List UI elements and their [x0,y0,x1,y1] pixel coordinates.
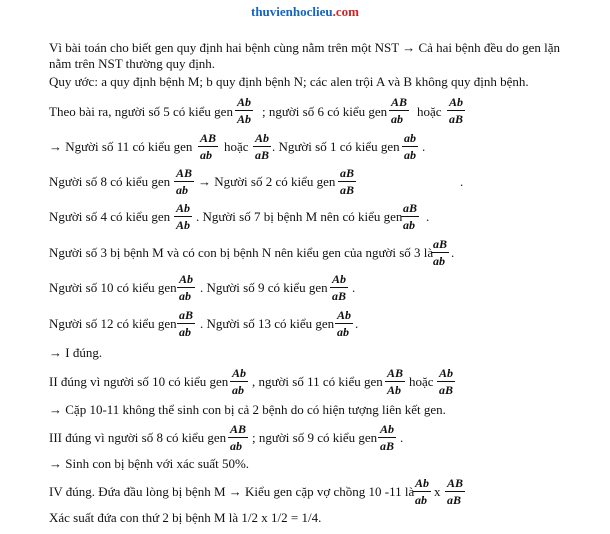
fraction-denominator: aB [380,439,395,453]
genotype-fraction [385,366,405,397]
fraction-numerator: AB [391,95,408,109]
fraction-bar [198,146,218,147]
paragraph-line: nằm trên NST thường quy định. [49,56,216,71]
genotype-fraction [431,237,449,268]
fraction-denominator: aB [340,183,355,197]
fraction-numerator: Ab [255,131,270,145]
fraction-numerator: Ab [439,366,454,380]
fraction-denominator: Ab [237,112,252,126]
fraction-numerator: aB [340,166,355,180]
fraction-bar [447,110,465,111]
genotype-fraction [230,366,248,397]
paragraph-line: Vì bài toán cho biết gen quy định hai bệnh cùng nằm trên một NST → Cả hai bệnh đều do gen lặn [49,40,560,55]
fraction-denominator: ab [176,183,188,197]
text-line: → I đúng. [49,345,103,360]
text-line: → Người số 2 có kiểu gen [198,174,336,189]
fraction-numerator: Ab [380,422,395,436]
fraction-bar [174,181,194,182]
site-name: thuvienhoclieu [251,4,333,19]
fraction-bar [338,181,356,182]
genotype-fraction [174,201,192,232]
text-line: Người số 10 có kiểu gen [49,280,177,295]
fraction-numerator: Ab [176,201,191,215]
fraction-denominator: aB [332,289,347,303]
text-line: . [400,430,404,445]
text-line: , người số 11 có kiểu gen [252,374,383,389]
fraction-numerator: aB [179,308,194,322]
text-line: . [422,139,426,154]
genotype-fraction [401,201,419,232]
text-line: Người số 4 có kiểu gen [49,209,171,224]
fraction-denominator: ab [232,383,244,397]
text-line: . [426,209,430,224]
genotype-fraction [378,422,396,453]
fraction-numerator: Ab [179,272,194,286]
fraction-denominator: ab [415,493,427,507]
fraction-denominator: ab [433,254,445,268]
fraction-bar [230,381,248,382]
fraction-bar [235,110,253,111]
fraction-numerator: aB [403,201,418,215]
genotype-fraction [177,272,195,303]
fraction-denominator: Ab [387,383,402,397]
fraction-bar [413,491,431,492]
fraction-numerator: Ab [332,272,347,286]
fraction-numerator: AB [387,366,404,380]
fraction-denominator: ab [337,325,349,339]
fraction-denominator: aB [447,493,462,507]
fraction-numerator: AB [176,166,193,180]
fraction-numerator: AB [230,422,247,436]
fraction-denominator: ab [179,289,191,303]
fraction-denominator: aB [439,383,454,397]
genotype-fraction [389,95,409,126]
text-line: . Người số 9 có kiểu gen [200,280,328,295]
genotype-fraction [253,131,271,162]
text-line: . Người số 13 có kiểu gen [200,316,335,331]
fraction-denominator: ab [230,439,242,453]
fraction-numerator: Ab [337,308,352,322]
fraction-denominator: ab [200,148,212,162]
text-line: II đúng vì người số 10 có kiểu gen [49,374,229,389]
text-line: ; người số 9 có kiểu gen [252,430,378,445]
fraction-denominator: ab [404,148,416,162]
text-line: Người số 3 bị bệnh M và có con bị bệnh N nên kiểu gen của người số 3 là [49,245,434,260]
convention-line: Quy ước: a quy định bệnh M; b quy định bệnh N; các alen trội A và B không quy định bệnh. [49,74,529,89]
text-line: Người số 12 có kiểu gen [49,316,177,331]
fraction-bar [445,491,465,492]
fraction-bar [378,437,396,438]
fraction-numerator: ab [404,131,416,145]
fraction-bar [177,323,195,324]
text-line: ; người số 6 có kiểu gen [262,104,388,119]
fraction-numerator: AB [447,476,464,490]
fraction-bar [177,287,195,288]
fraction-bar [335,323,353,324]
fraction-bar [174,216,192,217]
text-line: hoặc [417,104,442,119]
fraction-numerator: Ab [415,476,430,490]
text-line: → Cặp 10-11 không thể sinh con bị cả 2 bệnh do có hiện tượng liên kết gen. [49,402,446,417]
genotype-fraction [413,476,431,507]
fraction-numerator: Ab [232,366,247,380]
genotype-fraction [235,95,253,126]
fraction-denominator: ab [179,325,191,339]
genotype-fraction [437,366,455,397]
fraction-numerator: Ab [449,95,464,109]
genotype-fraction [447,95,465,126]
genotype-fraction [330,272,348,303]
genotype-fraction [177,308,195,339]
genotype-fraction [228,422,248,453]
text-line: III đúng vì người số 8 có kiểu gen [49,430,227,445]
fraction-denominator: ab [391,112,403,126]
fraction-bar [402,146,418,147]
fraction-denominator: aB [255,148,270,162]
text-line: . [355,316,359,331]
genotype-fraction [335,308,353,339]
text-line: Người số 8 có kiểu gen [49,174,171,189]
fraction-numerator: aB [433,237,448,251]
text-line: . [352,280,356,295]
site-tld: .com [332,4,359,19]
site-watermark [0,4,610,20]
text-line: x [434,484,441,499]
fraction-denominator: aB [449,112,464,126]
fraction-denominator: Ab [176,218,191,232]
text-line: hoặc [224,139,249,154]
text-line: → Sinh con bị bệnh với xác suất 50%. [49,456,250,471]
genotype-fraction [402,131,418,162]
fraction-bar [253,146,271,147]
text-line: . Người số 7 bị bệnh M nên có kiểu gen [196,209,403,224]
genotype-fraction [198,131,218,162]
text-line: . [451,245,455,260]
fraction-numerator: AB [200,131,217,145]
fraction-numerator: Ab [237,95,252,109]
fraction-bar [330,287,348,288]
fraction-bar [389,110,409,111]
fraction-bar [437,381,455,382]
fraction-denominator: ab [403,218,415,232]
text-line: Xác suất đứa con thứ 2 bị bệnh M là 1/2 x 1/2 = 1/4. [49,510,322,525]
text-line: . [460,174,464,189]
genotype-fraction [174,166,194,197]
text-line: IV đúng. Đứa đầu lòng bị bệnh M → Kiểu gen cặp vợ chồng 10 -11 là [49,484,415,499]
fraction-bar [431,252,449,253]
fraction-bar [385,381,405,382]
text-line: . Người số 1 có kiểu gen [272,139,400,154]
text-line: Theo bài ra, người số 5 có kiểu gen [49,104,233,119]
genotype-fraction [445,476,465,507]
fraction-bar [401,216,419,217]
text-line: → Người số 11 có kiểu gen [49,139,193,154]
fraction-bar [228,437,248,438]
genotype-fraction [338,166,356,197]
text-line: hoặc [409,374,434,389]
